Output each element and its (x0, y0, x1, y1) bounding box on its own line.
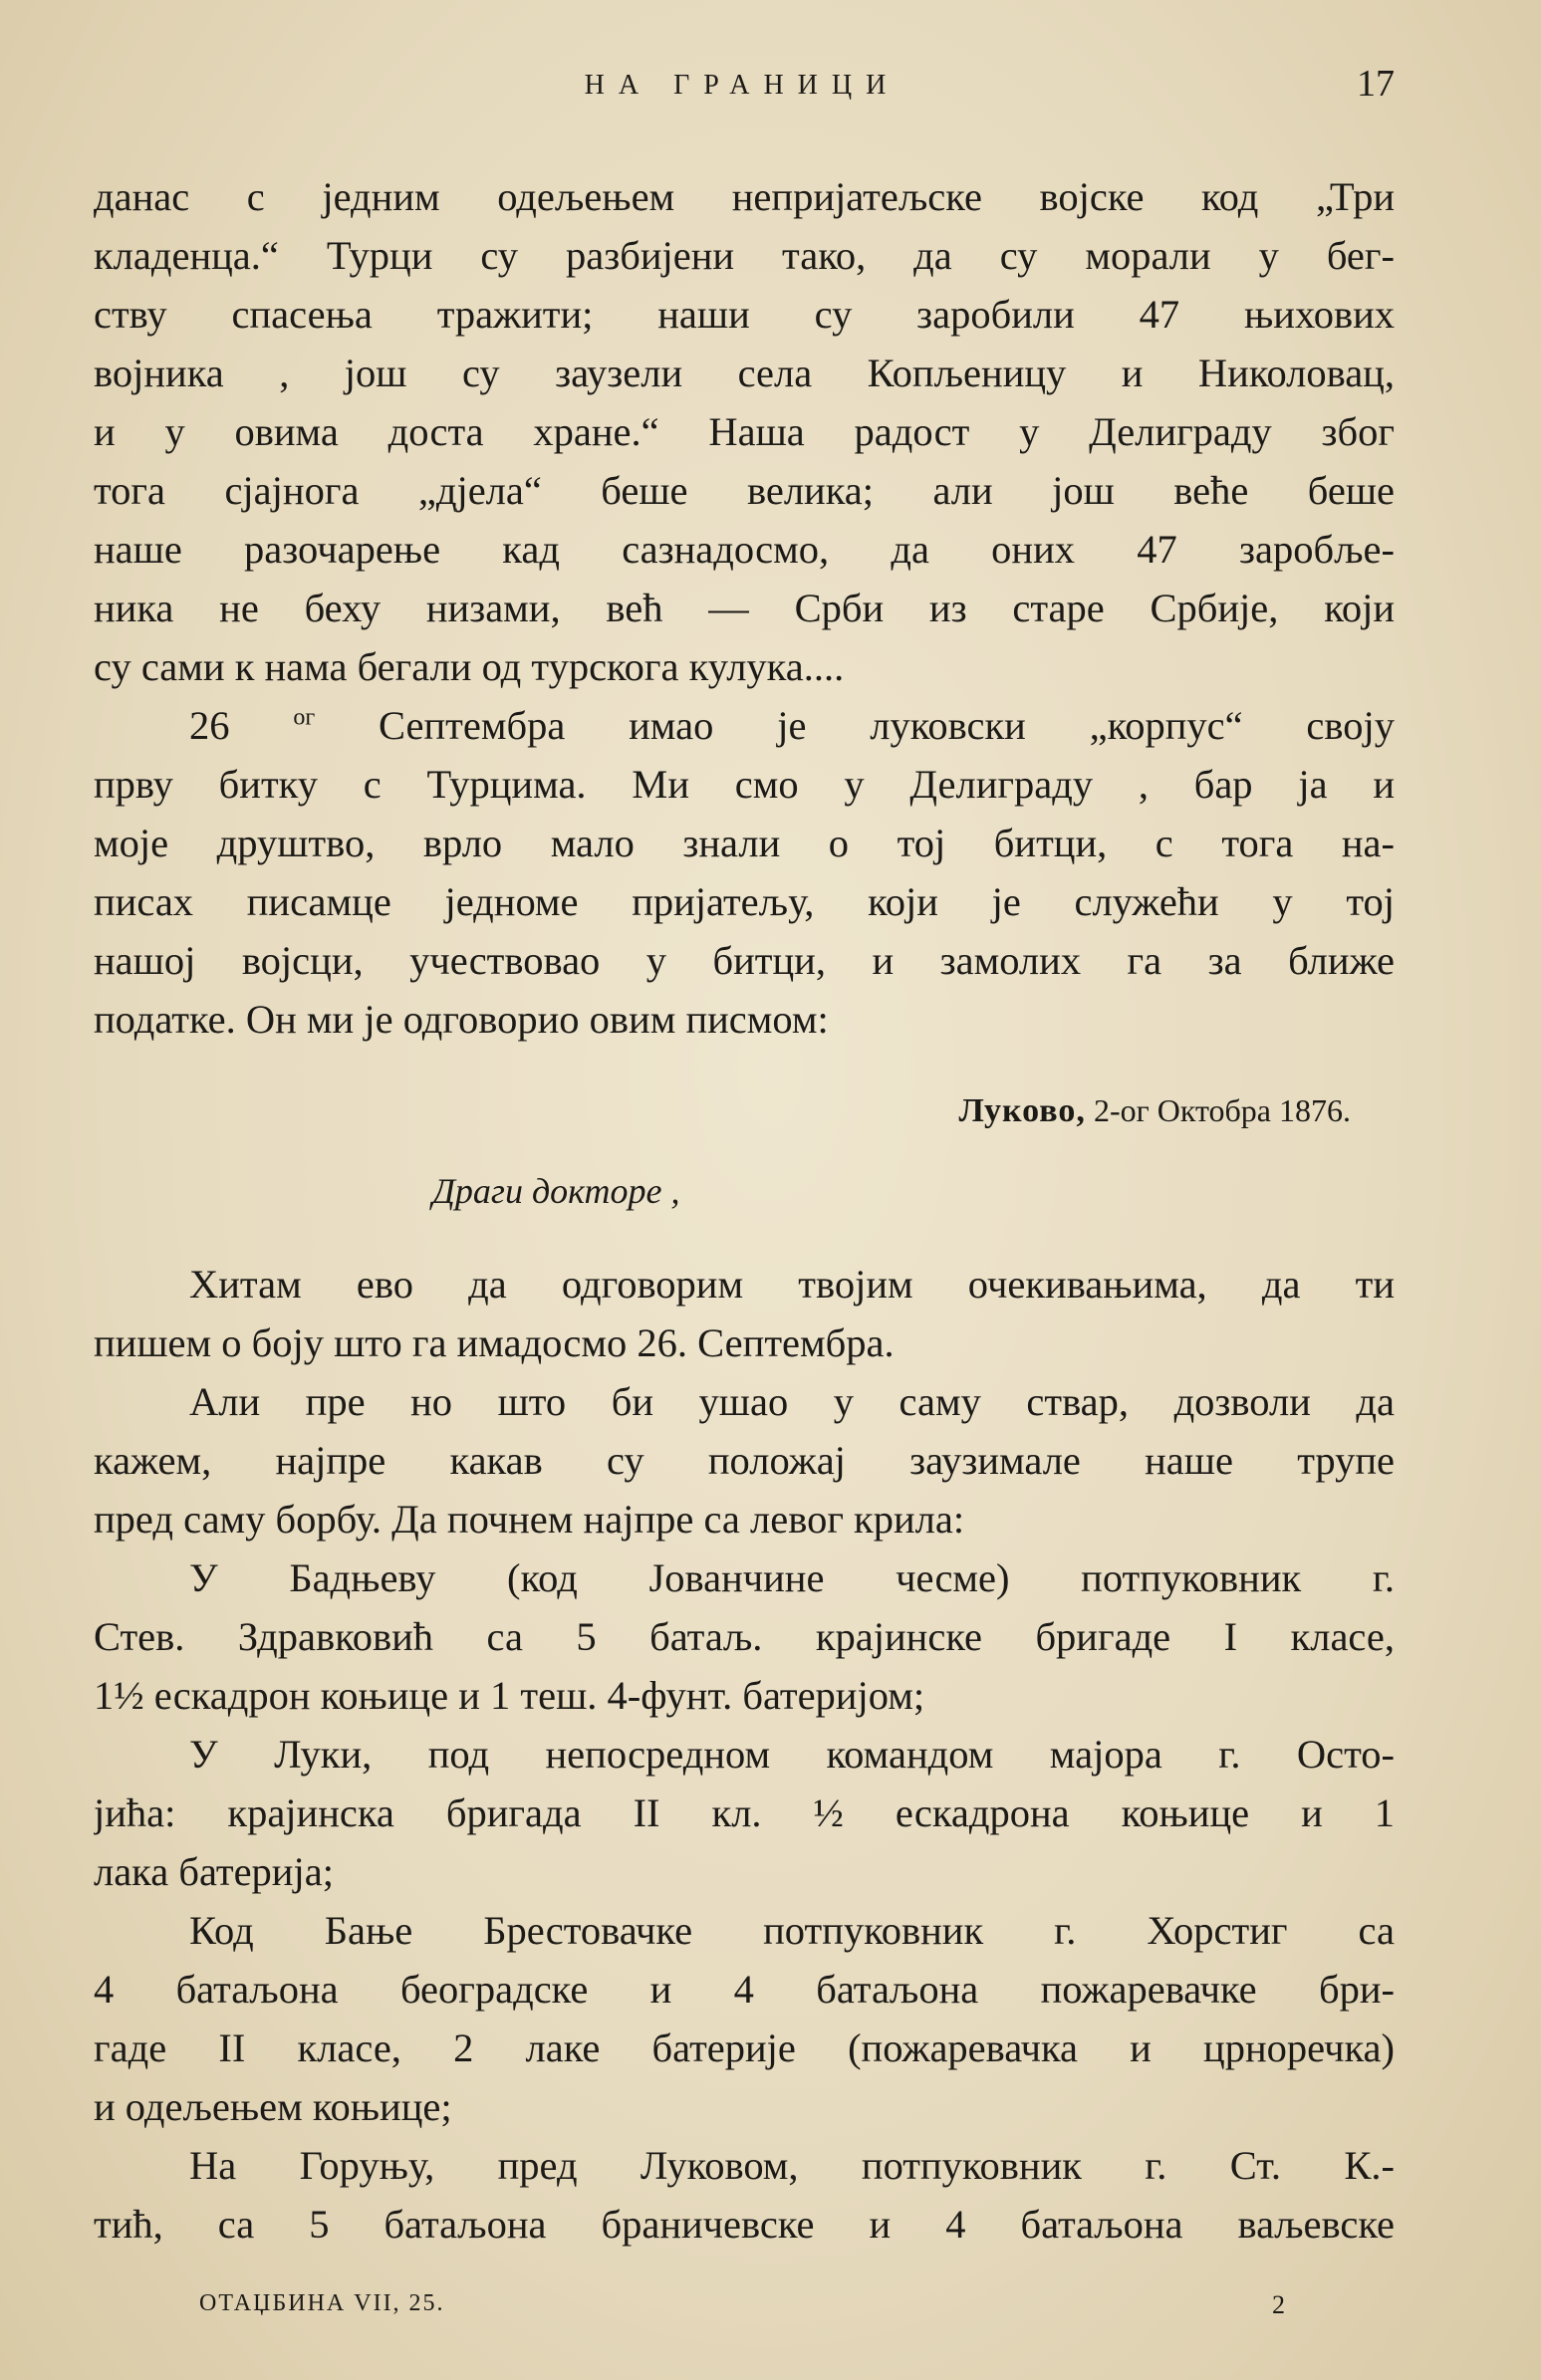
letter-dateline (94, 1084, 1395, 1137)
sheet-number: 2 (1272, 2290, 1285, 2319)
text-line: нашој војсци, учествовао у битци, и замолих га за ближе (94, 938, 1395, 983)
text-line: Код Бање Брестовачке потпуковник г. Хорстиг са (189, 1908, 1395, 1953)
letter-paragraph-5 (94, 1901, 1395, 2136)
text-line: писах писамце једноме пријатељу, који је служећи у тој (94, 879, 1395, 924)
text-line: У Луки, под непосредном командом мајора г. Осто- (189, 1732, 1395, 1777)
ordinal-suffix: ог (293, 704, 316, 731)
text-line: наше разочарење кад сазнадосмо, да оних 47 заробље- (94, 527, 1395, 572)
text-line: 4 батаљона београдске и 4 батаљона пожаревачке бри- (94, 1967, 1395, 2012)
text-line: моје друштво, врло мало знали о тој битци, с тога на- (94, 821, 1395, 865)
page-header (90, 62, 1395, 121)
text-line: кладенца.“ Турци су разбијени тако, да су морали у бег- (94, 233, 1395, 278)
text-line: прву битку с Турцима. Ми смо у Делиграду , бар ја и (94, 762, 1395, 807)
text-line: јића: крајинска бригада II кл. ½ ескадрона коњице и 1 (94, 1790, 1395, 1835)
text-line: Али пре но што би ушао у саму ствар, дозволи да (189, 1379, 1395, 1424)
text-line: и одељењем коњице; (94, 2084, 452, 2129)
letter-paragraph-2 (94, 1372, 1395, 1548)
letter-paragraph-1 (94, 1255, 1395, 1372)
running-head: НА ГРАНИЦИ (584, 70, 900, 101)
printer-signature: ОТАЏБИНА VII, 25. (199, 2290, 445, 2316)
letter-paragraph-6 (94, 2136, 1395, 2254)
letter-paragraph-3 (94, 1548, 1395, 1725)
letter-place: Луково, (958, 1092, 1086, 1129)
text-line: податке. Он ми је одговорио овим писмом: (94, 997, 829, 1042)
letter-paragraph-4 (94, 1725, 1395, 1901)
text-line: кажем, најпре какав су положај заузимале наше трупе (94, 1438, 1395, 1483)
letter-date: 2-ог Октобра 1876. (1093, 1092, 1351, 1128)
text-line (94, 696, 1395, 755)
text-line: 1½ ескадрон коњице и 1 теш. 4-фунт. батеријом; (94, 1673, 925, 1718)
letter-salutation: Драги докторе , (432, 1171, 680, 1211)
day-number: 26 (189, 703, 230, 748)
text-line: пишем о боју што га имадосмо 26. Септембра. (94, 1320, 895, 1365)
paragraph-1 (94, 167, 1395, 696)
text-line: ству спасења тражити; наши су заробили 47 њихових (94, 292, 1395, 337)
first-line-rest: Септембра имао је луковски „корпус“ своју (379, 703, 1395, 748)
page-number: 17 (1357, 63, 1395, 105)
text-line: и у овима доста хране.“ Наша радост у Делиграду због (94, 409, 1395, 454)
text-line: војника , још су заузели села Копљеницу и Николовац, (94, 351, 1395, 395)
page-footer (199, 2290, 1285, 2330)
text-line: У Бадњеву (код Јованчине чесме) потпуковник г. (189, 1555, 1395, 1600)
text-line: гаде II класе, 2 лаке батерије (пожаревачка и црноречка) (94, 2025, 1395, 2070)
text-line: данас с једним одељењем непријатељске војске код „Три (94, 174, 1395, 219)
text-line: су сами к нама бегали од турскога кулука.... (94, 644, 845, 689)
paragraph-2 (94, 696, 1395, 1049)
text-line: Хитам ево да одговорим твојим очекивањима, да ти (189, 1262, 1395, 1307)
text-line: лака батерија; (94, 1849, 334, 1894)
text-line: На Горуњу, пред Луковом, потпуковник г. Ст. К.- (189, 2143, 1395, 2188)
page-body (94, 167, 1395, 2254)
text-line: тога сјајнога „дјела“ беше велика; али још веће беше (94, 468, 1395, 513)
text-line: пред саму борбу. Да почнем најпре са левог крила: (94, 1497, 965, 1542)
text-line: Стев. Здравковић са 5 батаљ. крајинске бригаде I класе, (94, 1614, 1395, 1659)
text-line: тић, са 5 батаљона браничевске и 4 батаљона ваљевске (94, 2202, 1395, 2247)
text-line: ника не беху низами, већ — Срби из старе Србије, који (94, 586, 1395, 630)
